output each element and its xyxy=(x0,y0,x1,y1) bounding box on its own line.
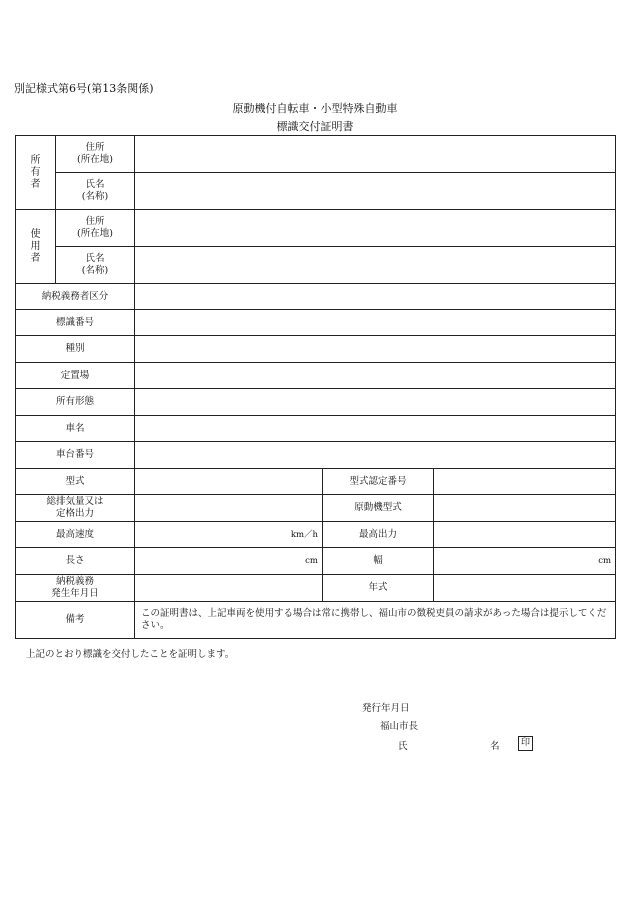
width-label: 幅 xyxy=(323,548,434,575)
user-address-label-2: (所在地) xyxy=(77,228,113,239)
ownership-form-value[interactable] xyxy=(135,389,616,416)
type-value[interactable] xyxy=(135,336,616,363)
document-title-line1: 原動機付自転車・小型特殊自動車 xyxy=(232,102,398,115)
plate-number-row xyxy=(16,310,616,336)
taxpayer-class-value[interactable] xyxy=(135,284,616,310)
seal-box: 印 xyxy=(518,736,533,751)
tax-date-value[interactable] xyxy=(135,575,323,602)
taxpayer-class-label: 納税義務者区分 xyxy=(16,284,135,310)
user-group-label xyxy=(16,210,56,284)
tax-date-label-1: 納税義務 xyxy=(55,576,94,587)
vehicle-name-row xyxy=(16,416,616,442)
garage-location-value[interactable] xyxy=(135,363,616,389)
model-cert-number-label: 型式認定番号 xyxy=(323,469,434,495)
model-value[interactable] xyxy=(135,469,323,495)
width-value[interactable]: cm xyxy=(434,548,616,575)
document-title-line2: 標識交付証明書 xyxy=(276,120,354,133)
displacement-value[interactable] xyxy=(135,495,323,522)
displacement-label-1: 総排気量又は xyxy=(46,496,104,507)
model-row xyxy=(16,469,616,495)
max-speed-label: 最高速度 xyxy=(16,522,135,548)
max-output-label: 最高出力 xyxy=(323,522,434,548)
owner-name-label-1: 氏名 xyxy=(85,179,105,190)
chassis-number-label: 車台番号 xyxy=(16,442,135,469)
engine-model-value[interactable] xyxy=(434,495,616,522)
chassis-number-value[interactable] xyxy=(135,442,616,469)
user-name-label xyxy=(56,247,135,284)
user-address-row xyxy=(16,210,616,247)
owner-name-label xyxy=(56,173,135,210)
displacement-label-2: 定格出力 xyxy=(55,508,94,519)
certificate-table xyxy=(15,135,616,639)
owner-address-label-2: (所在地) xyxy=(77,154,113,165)
user-address-label-1: 住所 xyxy=(85,216,105,227)
user-address-label xyxy=(56,210,135,247)
plate-number-value[interactable] xyxy=(135,310,616,336)
owner-group-text: 所有者 xyxy=(30,154,41,190)
max-speed-row xyxy=(16,522,616,548)
vehicle-name-label: 車名 xyxy=(16,416,135,442)
type-label: 種別 xyxy=(16,336,135,363)
engine-model-label: 原動機型式 xyxy=(323,495,434,522)
garage-location-label: 定置場 xyxy=(16,363,135,389)
type-row xyxy=(16,336,616,363)
user-name-row xyxy=(16,247,616,284)
owner-address-value[interactable] xyxy=(135,136,616,173)
remarks-row xyxy=(16,602,616,639)
model-cert-number-value[interactable] xyxy=(434,469,616,495)
garage-location-row xyxy=(16,363,616,389)
remarks-text: この証明書は、上記車両を使用する場合は常に携帯し、福山市の徴税吏員の請求があった場合は提示してください。 xyxy=(135,602,616,639)
model-year-label: 年式 xyxy=(323,575,434,602)
ownership-form-label: 所有形態 xyxy=(16,389,135,416)
user-address-value[interactable] xyxy=(135,210,616,247)
issue-date-label: 発行年月日 xyxy=(362,703,410,714)
model-label: 型式 xyxy=(16,469,135,495)
name-char-1: 氏 xyxy=(398,741,408,752)
certification-statement: 上記のとおり標識を交付したことを証明します。 xyxy=(26,649,235,660)
plate-number-label: 標識番号 xyxy=(16,310,135,336)
owner-address-row xyxy=(16,136,616,173)
tax-date-label-2: 発生年月日 xyxy=(51,588,99,599)
user-name-label-1: 氏名 xyxy=(85,253,105,264)
taxpayer-class-row xyxy=(16,284,616,310)
vehicle-name-value[interactable] xyxy=(135,416,616,442)
owner-group-label xyxy=(16,136,56,210)
user-name-label-2: (名称) xyxy=(81,265,109,276)
max-output-value[interactable] xyxy=(434,522,616,548)
owner-name-value[interactable] xyxy=(135,173,616,210)
max-speed-value[interactable]: km／h xyxy=(135,522,323,548)
ownership-form-row xyxy=(16,389,616,416)
user-group-text: 使用者 xyxy=(30,228,41,264)
tax-date-row xyxy=(16,575,616,602)
chassis-number-row xyxy=(16,442,616,469)
user-name-value[interactable] xyxy=(135,247,616,284)
owner-name-row xyxy=(16,173,616,210)
length-row xyxy=(16,548,616,575)
form-number: 別記様式第6号(第13条関係) xyxy=(14,82,154,95)
owner-address-label xyxy=(56,136,135,173)
owner-name-label-2: (名称) xyxy=(81,191,109,202)
tax-date-label xyxy=(16,575,135,602)
length-value[interactable]: cm xyxy=(135,548,323,575)
name-char-2: 名 xyxy=(490,741,500,752)
displacement-label xyxy=(16,495,135,522)
model-year-value[interactable] xyxy=(434,575,616,602)
length-label: 長さ xyxy=(16,548,135,575)
issuer-title: 福山市長 xyxy=(380,721,419,732)
owner-address-label-1: 住所 xyxy=(85,142,105,153)
remarks-label: 備考 xyxy=(16,602,135,639)
displacement-row xyxy=(16,495,616,522)
